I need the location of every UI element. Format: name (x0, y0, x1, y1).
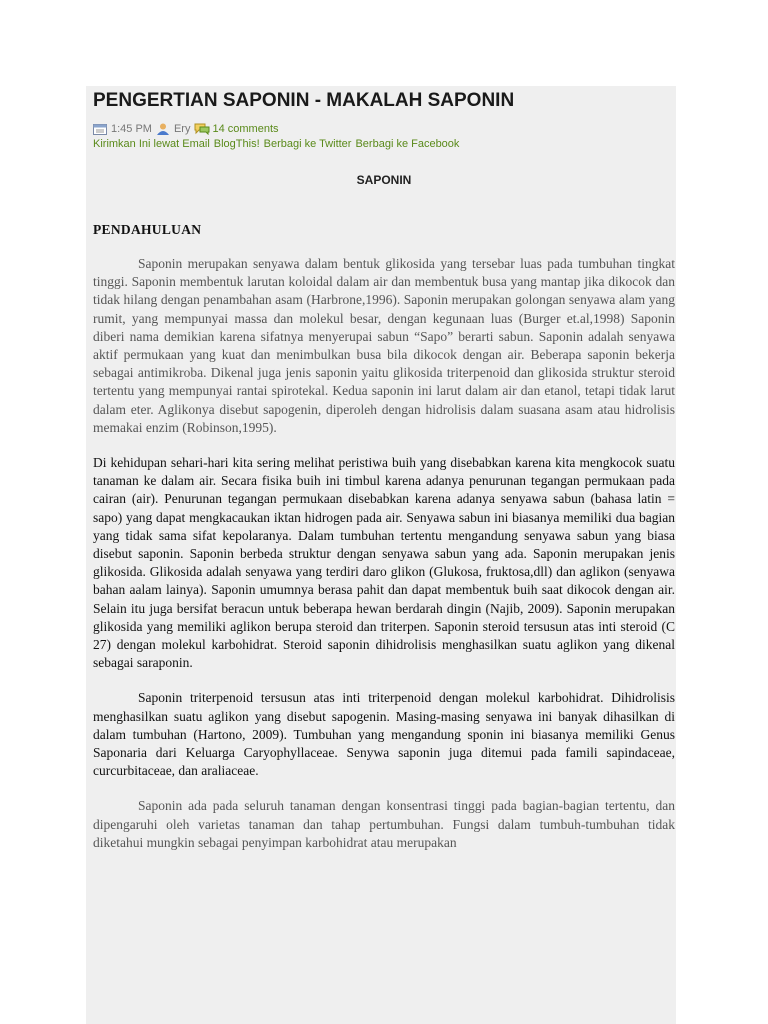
comments-link[interactable]: 14 comments (212, 123, 279, 135)
comments-icon (194, 123, 208, 135)
share-email-link[interactable]: Kirimkan Ini lewat Email (93, 138, 210, 150)
post-content (93, 88, 675, 852)
paragraph: Saponin merupakan senyawa dalam bentuk glikosida yang tersebar luas pada tumbuhan tingkat tinggi. Saponin membentuk larutan koloidal dalam air dan membentuk busa yang mantap jika dikocok dan tidak hilang dengan penambahan asam (Harbrone,1996). Saponin merupakan golongan senyawa alam yang rumit, yang mempunyai massa dan molekul besar, dengan kegunaan luas (Burger et.al,1998) Saponin diberi nama demikian karena sifatnya menyerupai sabun “Sapo” berarti sabun. Saponin adalah senyawa aktif permukaan yang kuat dan menimbulkan busa bila dikocok dengan air. Beberapa saponin bekerja sebagai antimikroba. Dikenal juga jenis saponin yaitu glikosida triterpenoid dan glikosida struktur steroid tertentu yang mempunyai rantai spirotekal. Kedua saponin ini larut dalam air dan etanol, tetapi tidak larut dalam eter. Aglikonya disebut sapogenin, diperoleh dengan hidrolisis dalam suasana asam atau hidrolisis memakai enzim (Robinson,1995). (93, 256, 675, 435)
post-time: 1:45 PM (111, 123, 152, 135)
user-icon (156, 123, 170, 135)
calendar-icon (93, 123, 107, 135)
share-facebook-link[interactable]: Berbagi ke Facebook (355, 138, 460, 150)
document-heading: SAPONIN (356, 173, 412, 187)
post-author[interactable]: Ery (173, 123, 191, 135)
section-title: PENDAHULUAN (93, 222, 202, 237)
paragraph: Saponin ada pada seluruh tanaman dengan konsentrasi tinggi pada bagian-bagian tertentu, dan dipengaruhi oleh varietas tanaman dan tahap pertumbuhan. Fungsi dalam tumbuh-tumbuhan tidak diketahui mungkin sebagai penyimpan karbohidrat atau merupakan (93, 798, 675, 850)
paragraph: Saponin triterpenoid tersusun atas inti triterpenoid dengan molekul karbohidrat. Dihidrolisis menghasilkan suatu aglikon yang disebut sapogenin. Masing-masing senyawa ini banyak dihasilkan di dalam tumbuhan (Hartono, 2009). Tumbuhan yang mengandung sponin ini biasanya memiliki Genus Saponaria dari Keluarga Caryophyllaceae. Senywa saponin juga ditemui pada famili sapindaceae, curcurbitaceae, dan araliaceae. (93, 690, 675, 779)
post-title[interactable]: PENGERTIAN SAPONIN - MAKALAH SAPONIN (93, 90, 515, 111)
paragraph: Di kehidupan sehari-hari kita sering melihat peristiwa buih yang disebabkan karena kita mengkocok suatu tanaman ke dalam air. Secara fisika buih ini timbul karena adanya penurunan tegangan permukaan pada cairan (air). Penurunan tegangan permukaan disebabkan karena adanya senyawa sabun (bahasa latin = sapo) yang dapat mengkacaukan iktan hidrogen pada air. Senyawa sabun ini biasanya memiliki dua bagian yang tidak sama sifat kepolaranya. Dalam tumbuhan tertentu mengandung senyawa sabun yang biasa disebut saponin. Saponin berbeda struktur dengan senyawa sabun yang ada. Saponin merupakan jenis glikosida. Glikosida adalah senyawa yang terdiri daro glikon (Glukosa, fruktosa,dll) dan aglikon (senyawa bahan aalam lainya). Saponin umumnya berasa pahit dan dapat membentuk buih saat dikocok dengan air. Selain itu juga bersifat beracun untuk beberapa hewan berdarah dingin (Najib, 2009). Saponin merupakan glikosida yang memiliki aglikon berupa steroid dan triterpen. Saponin steroid tersusun atas inti steroid (C 27) dengan molekul karbohidrat. Steroid saponin dihidrolisis menghasilkan suatu aglikon yang dikenal sebagai saraponin. (93, 455, 675, 671)
blogthis-link[interactable]: BlogThis! (213, 138, 260, 150)
share-twitter-link[interactable]: Berbagi ke Twitter (263, 138, 352, 150)
share-links (93, 137, 675, 151)
post-meta (93, 122, 675, 136)
